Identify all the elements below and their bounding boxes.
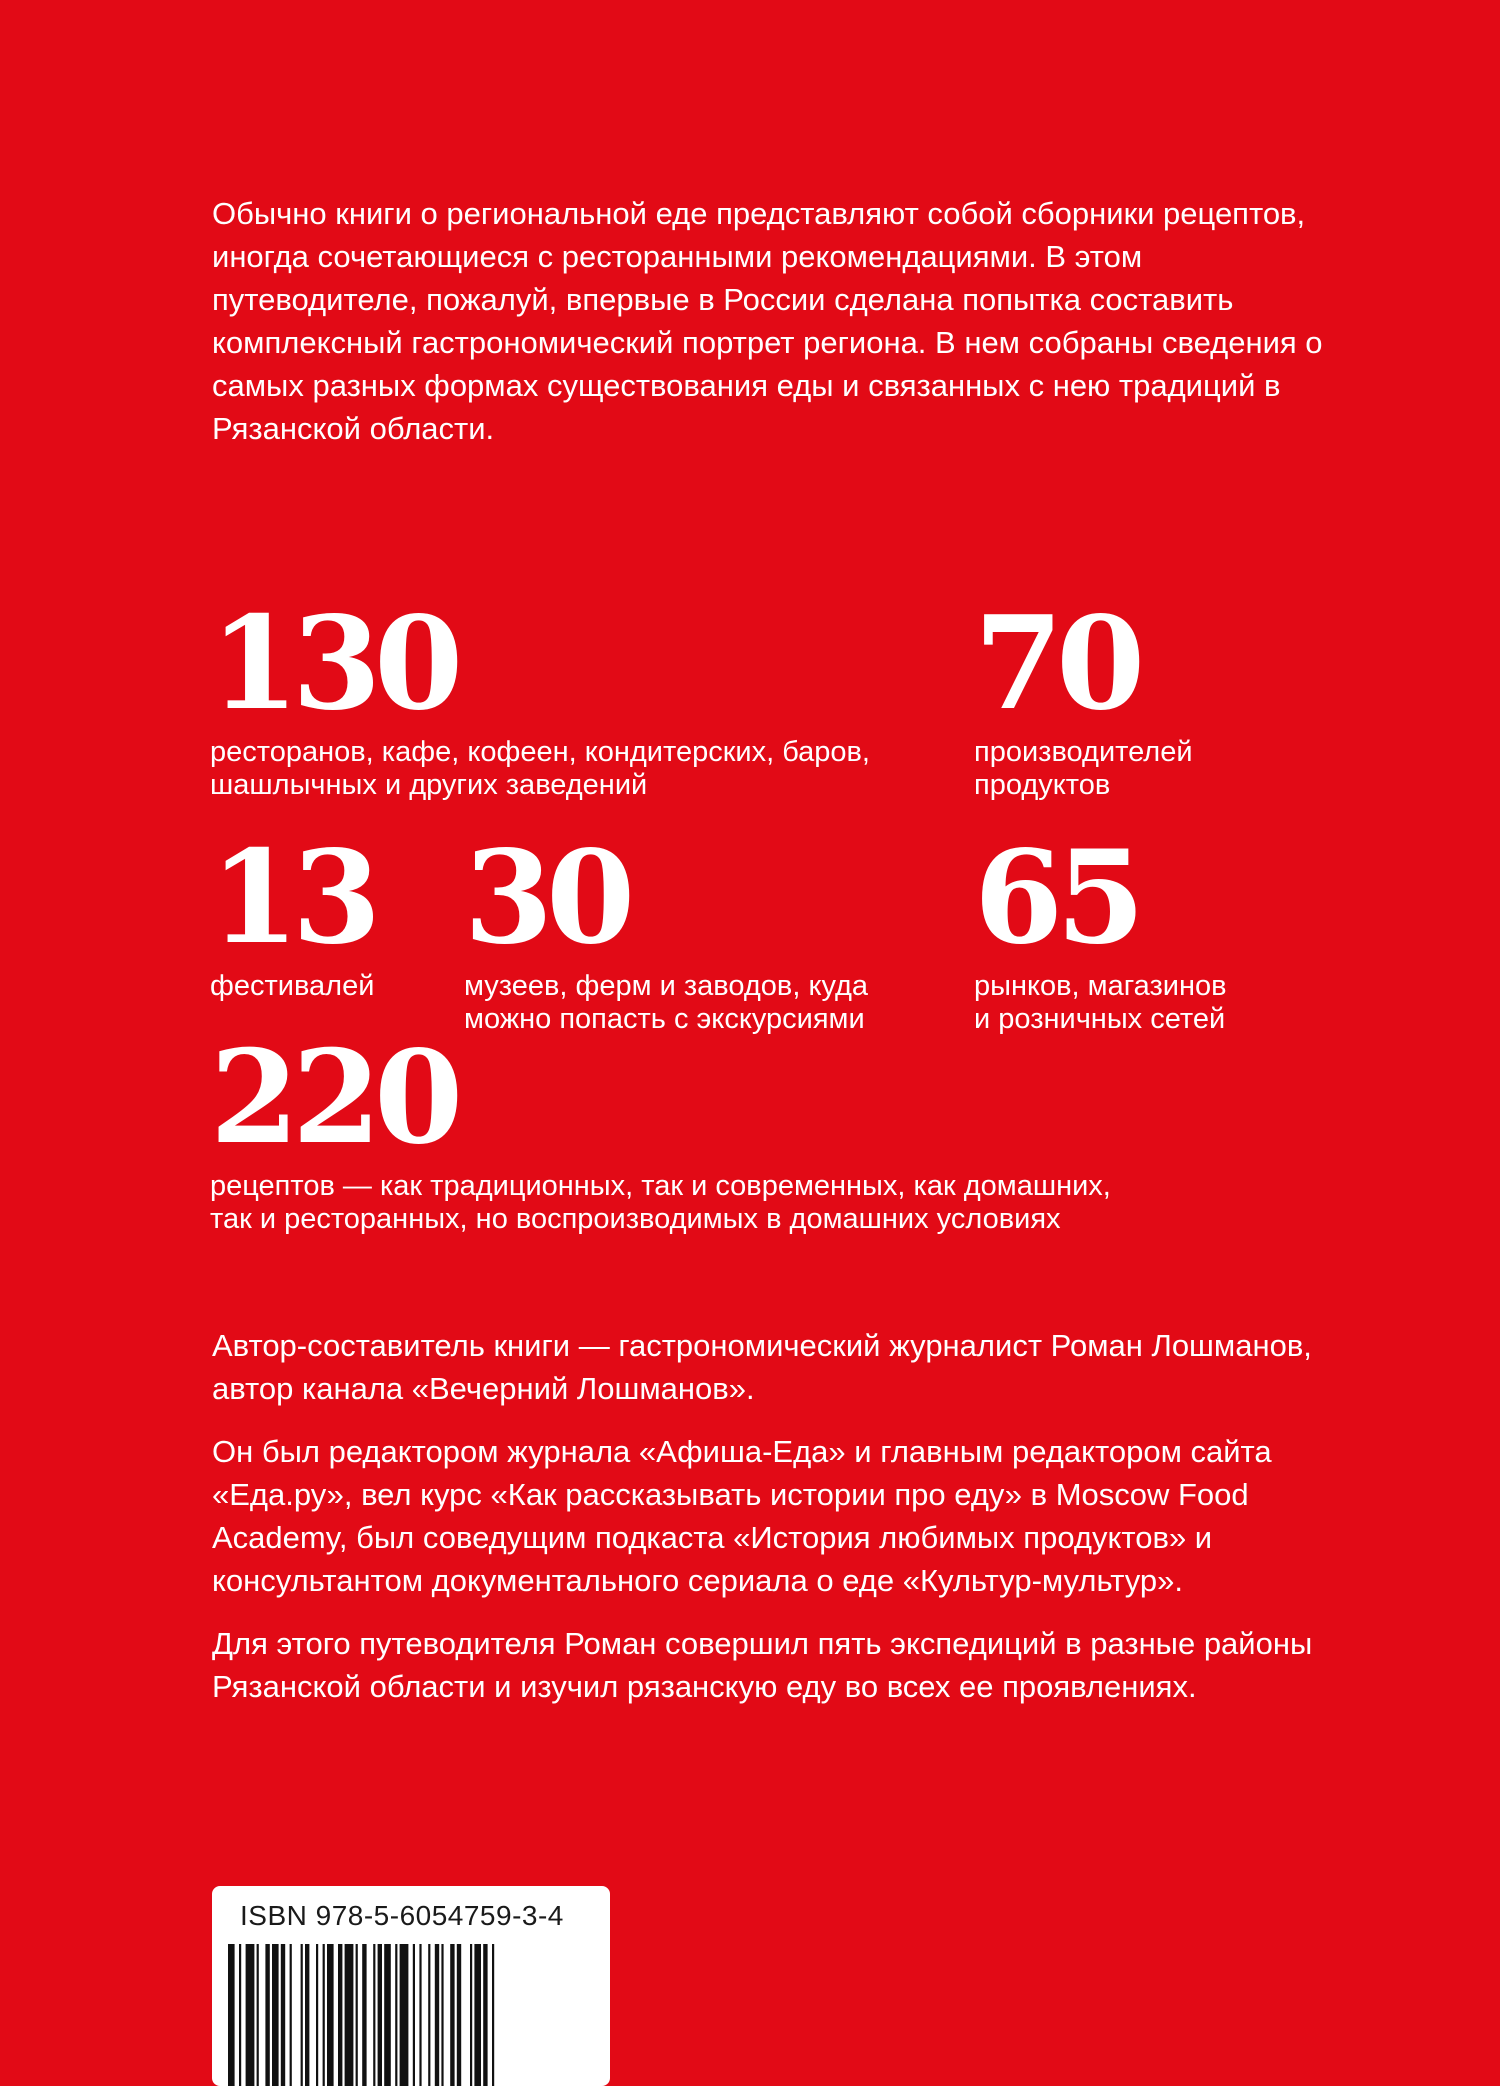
barcode-bar [246, 1944, 255, 2086]
barcode-bar [257, 1944, 259, 2086]
barcode-bar [384, 1944, 391, 2086]
stat-number: 130 [210, 589, 457, 739]
barcode-bar [435, 1944, 439, 2086]
barcode-bar [441, 1944, 443, 2086]
stat-restaurants [210, 589, 870, 802]
author-paragraph-1: Автор-составитель книги — гастрономический журналист Роман Лошманов, автор канала «Вечерний Лошманов». [212, 1328, 1312, 1406]
author-paragraph-2: Он был редактором журнала «Афиша-Еда» и главным редактором сайта «Еда.ру», вел курс «Как рассказывать истории про еду» в Moscow Food Academy, был соведущим подкаста «История любимых продуктов» и консультантом документального сериала о еде «Культур-мультур». [212, 1434, 1272, 1598]
barcode-bar [419, 1944, 421, 2086]
barcode-bar [327, 1944, 334, 2086]
intro-paragraph [212, 192, 1342, 450]
barcode-bar [305, 1944, 309, 2086]
stat-description: рецептов — как традиционных, так и современных, как домашних, так и ресторанных, но воспроизводимых в домашних условиях [210, 1170, 1111, 1235]
barcode-bar [400, 1944, 409, 2086]
barcode-bar [470, 1944, 472, 2086]
barcode-icon [224, 1944, 598, 2086]
barcode-bar [228, 1944, 235, 2086]
stat-number: 220 [210, 1023, 457, 1173]
stat-number: 13 [210, 823, 375, 973]
barcode-bar [272, 1944, 279, 2086]
stat-museums [464, 823, 869, 1036]
barcode-bar [290, 1944, 292, 2086]
stat-number: 70 [974, 589, 1139, 739]
stat-description: ресторанов, кафе, кофеен, кондитерских, баров, шашлычных и других заведений [210, 736, 870, 801]
barcode-bar [301, 1944, 303, 2086]
author-section [212, 1324, 1362, 1728]
barcode-bar [492, 1944, 494, 2086]
barcode-bar [281, 1944, 285, 2086]
stat-description: музеев, ферм и заводов, куда можно попасть с экскурсиями [464, 970, 869, 1035]
stat-festivals [210, 823, 375, 1003]
author-paragraph-3: Для этого путеводителя Роман совершил пять экспедиций в разные районы Рязанской области и изучил рязанскую еду во всех ее проявлениях. [212, 1626, 1313, 1704]
isbn-label: ISBN 978-5-6054759-3-4 [240, 1900, 564, 1931]
intro-text: Обычно книги о региональной еде представляют собой сборники рецептов, иногда сочетающиеся с ресторанными рекомендациями. В этом путеводителе, пожалуй, впервые в России сделана попытка составить комплексный гастрономический портрет региона. В нем собраны сведения о самых разных формах существования еды и связанных с нею традиций в Рязанской области. [212, 196, 1323, 446]
barcode-bar [428, 1944, 430, 2086]
barcode-bar [378, 1944, 382, 2086]
barcode-bar [450, 1944, 454, 2086]
barcode-panel [212, 1886, 610, 2086]
barcode-bar [239, 1944, 241, 2086]
stat-description: производителей продуктов [974, 736, 1193, 801]
barcode-bar [474, 1944, 481, 2086]
barcode-bar [373, 1944, 375, 2086]
barcode-bar [483, 1944, 487, 2086]
stat-recipes [210, 1023, 1111, 1236]
barcode-bar [338, 1944, 342, 2086]
stat-producers [974, 589, 1193, 802]
stat-number: 30 [464, 823, 629, 973]
barcode-bar [323, 1944, 325, 2086]
barcode-bar [362, 1944, 366, 2086]
barcode-bar [356, 1944, 358, 2086]
barcode-bar [265, 1944, 269, 2086]
barcode-bar [345, 1944, 354, 2086]
barcode-bar [316, 1944, 318, 2086]
stat-description: фестивалей [210, 970, 375, 1002]
stat-markets [974, 823, 1227, 1036]
barcode-bar [413, 1944, 415, 2086]
barcode-bar [457, 1944, 461, 2086]
stat-number: 65 [974, 823, 1139, 973]
barcode-bar [395, 1944, 397, 2086]
stat-description: рынков, магазинов и розничных сетей [974, 970, 1227, 1035]
